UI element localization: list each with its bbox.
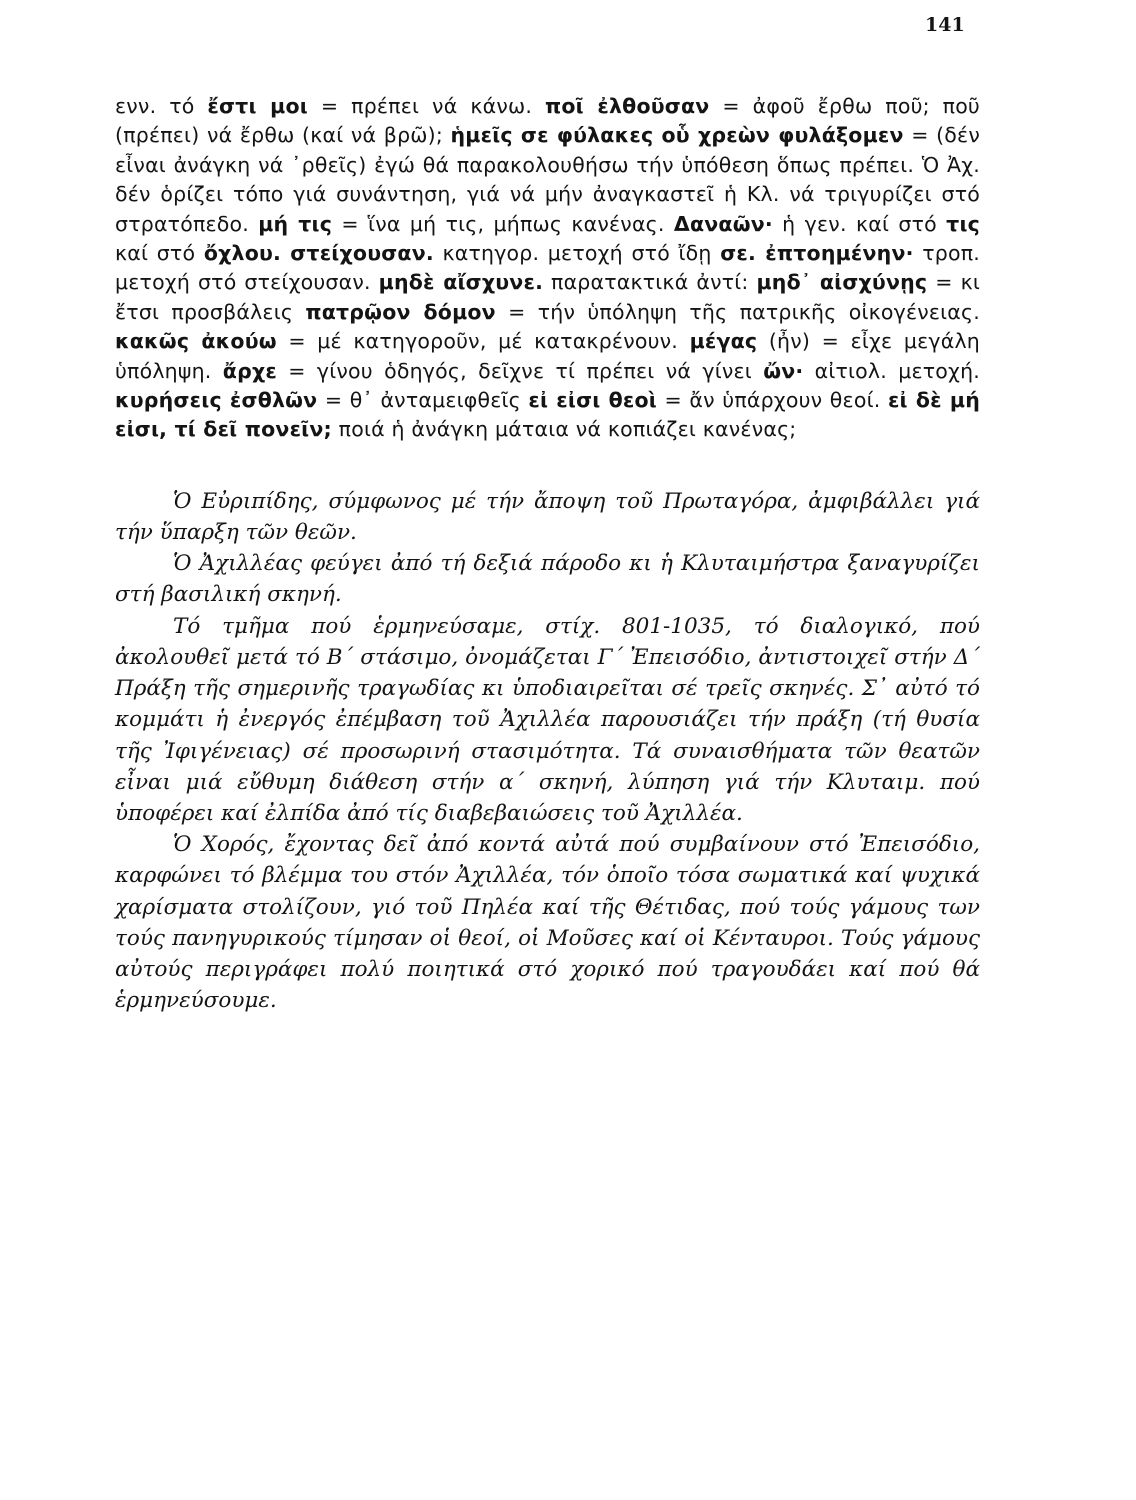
gloss-text: = κι ἔτσι προσβάλεις <box>115 270 980 324</box>
gloss-term: μή τις <box>258 211 333 236</box>
gloss-term: ὤν· <box>763 358 804 383</box>
gloss-term: ποῖ ἐλθοῦσαν <box>544 94 710 118</box>
gloss-text: = (δέν εἶναι ἀνάγκη νά ᾿ρθεῖς) ἐγώ θά παρακολουθήσω τήν ὑπόθεση ὅπως πρέπει. Ὁ Ἀχ. δέν ὁρίζει τόπο γιά συνάντηση, γιά νά μήν ἀναγκαστεῖ ἡ Κλ. νά τριγυρίζει στό στρατόπεδο. <box>115 123 980 236</box>
gloss-text: ποιά ἡ ἀνάγκη μάταια νά κοπιάζει κανένας; <box>331 417 797 442</box>
commentary-paragraph: Ὁ Χορός, ἔχοντας δεῖ ἀπό κοντά αὐτά πού συμβαίνουν στό Ἐπεισόδιο, καρφώνει τό βλέμμα του στόν Ἀχιλλέα, τόν ὁποῖο τόσα σωματικά καί ψυχικά χαρίσματα στολίζουν, γιό τοῦ Πηλέα καί τῆς Θέτιδας, πού τούς γάμους των τούς πανηγυρικούς τίμησαν οἱ θεοί, οἱ Μοῦσες καί οἱ Κένταυροι. Τούς γάμους αὐτούς περιγράφει πολύ ποιητικά στό χορικό πού τραγουδάει καί πού θά ἑρμηνεύσουμε. <box>115 832 980 1014</box>
gloss-text: = ἄν ὑπάρχουν θεοί. <box>656 388 888 413</box>
gloss-term: κυρήσεις ἐσθλῶν <box>115 388 318 413</box>
gloss-term: ἡμεῖς σε φύλακες οὗ χρεὼν φυλάξομεν <box>450 123 904 148</box>
gloss-term: σε. ἐπτοημένην· <box>720 241 914 266</box>
gloss-text: παρατακτικά ἀντί: <box>543 270 757 295</box>
commentary-paragraph: Τό τμῆμα πού ἑρμηνεύσαμε, στίχ. 801-1035, τό διαλογικό, πού ἀκολουθεῖ μετά τό Β´ στάσιμο, ὀνομάζεται Γ´ Ἐπεισόδιο, ἀντιστοιχεῖ στήν Δ´ Πράξη τῆς σημερινῆς τραγωδίας κι ὑποδιαιρεῖται σέ τρεῖς σκηνές. Σ᾿ αὐτό τό κομμάτι ἡ ἐνεργός ἐπέμβαση τοῦ Ἀχιλλέα παρουσιάζει τήν πράξη (τή θυσία τῆς Ἰφιγένειας) σέ προσωρινή στασιμότητα. Τά συναισθήματα τῶν θεατῶν εἶναι μιά εὔθυμη διάθεση στήν α´ σκηνή, λύπηση γιά τήν Κλυταιμ. πού ὑποφέρει καί ἐλπίδα ἀπό τίς διαβεβαιώσεις τοῦ Ἀχιλλέα. <box>115 613 980 826</box>
gloss-term: ὄχλου. στείχουσαν. <box>203 241 434 266</box>
gloss-text: ἡ γεν. καί στό <box>772 211 947 236</box>
gloss-text: καί στό <box>115 241 204 266</box>
gloss-text: = ἵνα μή τις, μήπως κανένας. <box>332 211 674 236</box>
gloss-term: Δαναῶν· <box>673 211 773 236</box>
gloss-term: μηδ᾿ αἰσχύνῃς <box>756 270 928 295</box>
gloss-term: ἔστι μοι <box>207 94 308 118</box>
gloss-term: εἰ εἰσι θεοὶ <box>528 388 657 413</box>
gloss-text: = γίνου ὁδηγός, δεῖχνε τί πρέπει νά γίνει <box>276 358 764 383</box>
gloss-term: τις <box>946 211 980 236</box>
gloss-text: (ἦν) = εἶχε μεγάλη ὑπόληψη. <box>115 329 980 383</box>
gloss-term: εἰ δὲ μή εἰσι, τί δεῖ πονεῖν; <box>115 388 980 442</box>
gloss-text: = θ᾿ ἀνταμειφθεῖς <box>317 388 529 413</box>
gloss-text: = ἀφοῦ ἔρθω ποῦ; ποῦ (πρέπει) νά ἔρθω (καί νά βρῶ); <box>115 94 980 148</box>
gloss-text: τροπ. μετοχή στό στείχουσαν. <box>115 241 980 295</box>
gloss-text: = τήν ὑπόληψη τῆς πατρικῆς οἰκογένειας. <box>495 299 980 324</box>
page-body <box>115 92 980 1016</box>
page-number: 141 <box>925 14 965 36</box>
commentary-paragraph: Ὁ Εὐριπίδης, σύμφωνος μέ τήν ἄποψη τοῦ Πρωταγόρα, ἀμφιβάλλει γιά τήν ὕπαρξη τῶν θεῶν. <box>115 488 980 546</box>
gloss-text: = πρέπει νά κάνω. <box>307 94 545 118</box>
gloss-text: = μέ κατηγοροῦν, μέ κατακρένουν. <box>276 329 690 354</box>
gloss-text: αἰτιολ. μετοχή. <box>803 358 980 383</box>
gloss-text: ενν. τό <box>115 94 208 118</box>
commentary-paragraph: Ὁ Ἀχιλλέας φεύγει ἀπό τή δεξιά πάροδο κι ἡ Κλυταιμήστρα ξαναγυρίζει στή βασιλική σκηνή. <box>115 551 980 608</box>
gloss-term: ἄρχε <box>222 358 277 383</box>
gloss-term: κακῶς ἀκούω <box>115 329 277 354</box>
gloss-text: κατηγορ. μετοχή στό ἴδῃ <box>433 241 721 266</box>
commentary <box>115 486 980 1016</box>
gloss-term: μέγας <box>689 329 758 354</box>
gloss-term: πατρῷον δόμον <box>305 299 496 324</box>
glossary-notes <box>115 92 980 445</box>
gloss-term: μηδὲ αἴσχυνε. <box>378 270 544 295</box>
